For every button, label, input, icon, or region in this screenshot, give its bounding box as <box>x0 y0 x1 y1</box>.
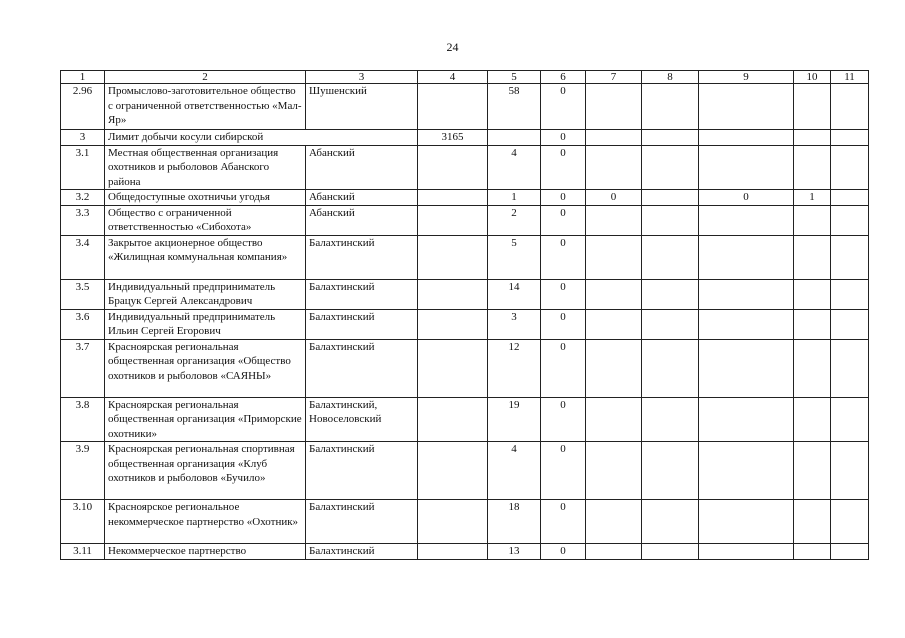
org-name-cell: Индивидуальный предприниматель Брацук Сергей Александрович <box>105 279 306 309</box>
table-row <box>61 397 869 442</box>
row-number-cell: 3.2 <box>61 190 105 206</box>
table-row <box>61 205 869 235</box>
col10-cell <box>794 442 831 500</box>
col6-cell: 0 <box>541 205 586 235</box>
row-number-cell: 3.4 <box>61 235 105 279</box>
district-cell: Балахтинский <box>306 442 418 500</box>
col4-cell <box>418 205 488 235</box>
row-number-cell: 3.1 <box>61 145 105 190</box>
col7-cell <box>586 544 642 560</box>
district-cell: Балахтинский <box>306 309 418 339</box>
org-name-cell: Общедоступные охотничьи угодья <box>105 190 306 206</box>
district-cell: Балахтинский <box>306 339 418 397</box>
col8-cell <box>642 442 699 500</box>
col11-cell <box>831 205 869 235</box>
col5-cell: 1 <box>488 190 541 206</box>
col4-cell <box>418 190 488 206</box>
header-cell: 3 <box>306 71 418 84</box>
col8-cell <box>642 190 699 206</box>
col9-cell <box>699 84 794 130</box>
col8-cell <box>642 309 699 339</box>
col11-cell <box>831 279 869 309</box>
col11-cell <box>831 84 869 130</box>
table-row <box>61 235 869 279</box>
col7-cell: 0 <box>586 190 642 206</box>
col9-cell <box>699 205 794 235</box>
district-cell: Шушенский <box>306 84 418 130</box>
col7-cell <box>586 309 642 339</box>
table-row <box>61 84 869 130</box>
table-row <box>61 544 869 560</box>
col11-cell <box>831 190 869 206</box>
col4-cell <box>418 397 488 442</box>
col11-cell <box>831 235 869 279</box>
col4-cell <box>418 84 488 130</box>
col10-cell <box>794 397 831 442</box>
col11-cell <box>831 130 869 146</box>
org-name-cell: Красноярская региональная общественная организация «Общество охотников и рыболовов «САЯНЫ» <box>105 339 306 397</box>
col4-cell <box>418 235 488 279</box>
col5-cell: 12 <box>488 339 541 397</box>
col4-cell <box>418 442 488 500</box>
org-name-cell: Местная общественная организация охотников и рыболовов Абанского района <box>105 145 306 190</box>
col5-cell: 18 <box>488 500 541 544</box>
col9-cell: 0 <box>699 190 794 206</box>
col8-cell <box>642 145 699 190</box>
col6-cell: 0 <box>541 190 586 206</box>
col9-cell <box>699 544 794 560</box>
org-name-cell: Красноярское региональное некоммерческое партнерство «Охотник» <box>105 500 306 544</box>
header-cell: 1 <box>61 71 105 84</box>
header-cell: 8 <box>642 71 699 84</box>
table-row <box>61 190 869 206</box>
col4-cell <box>418 145 488 190</box>
col8-cell <box>642 339 699 397</box>
col8-cell <box>642 235 699 279</box>
col7-cell <box>586 500 642 544</box>
col6-cell: 0 <box>541 235 586 279</box>
row-number-cell: 2.96 <box>61 84 105 130</box>
col7-cell <box>586 397 642 442</box>
col4-cell: 3165 <box>418 130 488 146</box>
col5-cell: 19 <box>488 397 541 442</box>
col6-cell: 0 <box>541 339 586 397</box>
col9-cell <box>699 339 794 397</box>
row-number-cell: 3.11 <box>61 544 105 560</box>
header-cell: 10 <box>794 71 831 84</box>
col6-cell: 0 <box>541 442 586 500</box>
col9-cell <box>699 309 794 339</box>
col11-cell <box>831 544 869 560</box>
org-name-cell: Промыслово-заготовительное общество с ограниченной ответственностью «Мал-Яр» <box>105 84 306 130</box>
col5-cell: 4 <box>488 442 541 500</box>
col11-cell <box>831 309 869 339</box>
row-number-cell: 3.6 <box>61 309 105 339</box>
col5-cell: 3 <box>488 309 541 339</box>
row-number-cell: 3.3 <box>61 205 105 235</box>
col10-cell <box>794 235 831 279</box>
col5-cell: 14 <box>488 279 541 309</box>
col8-cell <box>642 205 699 235</box>
col10-cell <box>794 130 831 146</box>
col8-cell <box>642 544 699 560</box>
district-cell: Балахтинский <box>306 544 418 560</box>
col6-cell: 0 <box>541 130 586 146</box>
row-number-cell: 3 <box>61 130 105 146</box>
header-cell: 7 <box>586 71 642 84</box>
col8-cell <box>642 84 699 130</box>
col9-cell <box>699 442 794 500</box>
col5-cell: 2 <box>488 205 541 235</box>
col6-cell: 0 <box>541 84 586 130</box>
district-cell: Балахтинский, Новоселовский <box>306 397 418 442</box>
col10-cell <box>794 145 831 190</box>
table-row <box>61 145 869 190</box>
district-cell: Балахтинский <box>306 500 418 544</box>
district-cell: Балахтинский <box>306 279 418 309</box>
col7-cell <box>586 145 642 190</box>
col7-cell <box>586 339 642 397</box>
row-number-cell: 3.5 <box>61 279 105 309</box>
col6-cell: 0 <box>541 309 586 339</box>
row-number-cell: 3.8 <box>61 397 105 442</box>
col5-cell: 13 <box>488 544 541 560</box>
col8-cell <box>642 397 699 442</box>
col10-cell <box>794 84 831 130</box>
col6-cell: 0 <box>541 544 586 560</box>
col4-cell <box>418 339 488 397</box>
header-cell: 9 <box>699 71 794 84</box>
col8-cell <box>642 500 699 544</box>
org-name-cell: Общество с ограниченной ответственностью «Сибохота» <box>105 205 306 235</box>
col11-cell <box>831 339 869 397</box>
col10-cell <box>794 309 831 339</box>
col5-cell: 58 <box>488 84 541 130</box>
col10-cell <box>794 205 831 235</box>
district-cell: Абанский <box>306 145 418 190</box>
col11-cell <box>831 442 869 500</box>
district-cell: Балахтинский <box>306 235 418 279</box>
col9-cell <box>699 145 794 190</box>
col7-cell <box>586 235 642 279</box>
limits-table <box>60 70 869 560</box>
col4-cell <box>418 500 488 544</box>
col9-cell <box>699 130 794 146</box>
header-cell: 11 <box>831 71 869 84</box>
col4-cell <box>418 309 488 339</box>
col7-cell <box>586 84 642 130</box>
col10-cell: 1 <box>794 190 831 206</box>
col8-cell <box>642 130 699 146</box>
col10-cell <box>794 279 831 309</box>
org-name-cell: Красноярская региональная спортивная общественная организация «Клуб охотников и рыболовов «Бучило» <box>105 442 306 500</box>
table-row <box>61 309 869 339</box>
col11-cell <box>831 145 869 190</box>
header-cell: 6 <box>541 71 586 84</box>
col11-cell <box>831 500 869 544</box>
district-cell: Абанский <box>306 190 418 206</box>
table-row <box>61 130 869 146</box>
col6-cell: 0 <box>541 145 586 190</box>
district-cell: Абанский <box>306 205 418 235</box>
col6-cell: 0 <box>541 500 586 544</box>
header-row <box>61 71 869 84</box>
col10-cell <box>794 500 831 544</box>
col5-cell <box>488 130 541 146</box>
col7-cell <box>586 205 642 235</box>
col5-cell: 4 <box>488 145 541 190</box>
org-name-cell: Лимит добычи косули сибирской <box>105 130 418 146</box>
header-cell: 5 <box>488 71 541 84</box>
col5-cell: 5 <box>488 235 541 279</box>
col9-cell <box>699 397 794 442</box>
table-row <box>61 500 869 544</box>
col6-cell: 0 <box>541 279 586 309</box>
org-name-cell: Красноярская региональная общественная организация «Приморские охотники» <box>105 397 306 442</box>
row-number-cell: 3.7 <box>61 339 105 397</box>
org-name-cell: Закрытое акционерное общество «Жилищная коммунальная компания» <box>105 235 306 279</box>
col9-cell <box>699 279 794 309</box>
header-cell: 2 <box>105 71 306 84</box>
col10-cell <box>794 544 831 560</box>
table-row <box>61 339 869 397</box>
header-cell: 4 <box>418 71 488 84</box>
row-number-cell: 3.10 <box>61 500 105 544</box>
col7-cell <box>586 279 642 309</box>
col9-cell <box>699 500 794 544</box>
col11-cell <box>831 397 869 442</box>
col7-cell <box>586 130 642 146</box>
table-row <box>61 442 869 500</box>
col10-cell <box>794 339 831 397</box>
col4-cell <box>418 279 488 309</box>
col8-cell <box>642 279 699 309</box>
table-row <box>61 279 869 309</box>
row-number-cell: 3.9 <box>61 442 105 500</box>
col7-cell <box>586 442 642 500</box>
page-number: 24 <box>446 40 459 54</box>
org-name-cell: Индивидуальный предприниматель Ильин Сергей Егорович <box>105 309 306 339</box>
col9-cell <box>699 235 794 279</box>
org-name-cell: Некоммерческое партнерство <box>105 544 306 560</box>
col6-cell: 0 <box>541 397 586 442</box>
col4-cell <box>418 544 488 560</box>
